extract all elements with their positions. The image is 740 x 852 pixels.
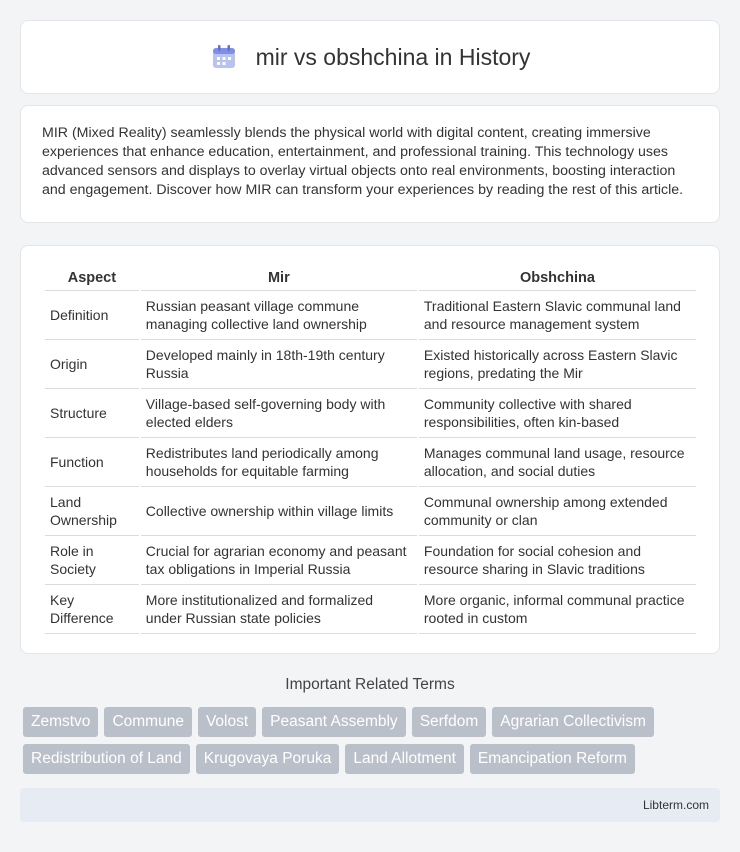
aspect-cell: Structure xyxy=(45,389,139,438)
tag-emancipation-reform[interactable]: Emancipation Reform xyxy=(470,744,635,774)
tag-serfdom[interactable]: Serfdom xyxy=(412,707,487,737)
table-row xyxy=(45,389,696,438)
header-mir: Mir xyxy=(141,265,417,291)
related-terms-tags xyxy=(23,707,723,781)
mir-cell: Crucial for agrarian economy and peasant tax obligations in Imperial Russia xyxy=(141,536,417,585)
mir-cell: Developed mainly in 18th-19th century Russia xyxy=(141,340,417,389)
intro-card xyxy=(20,105,720,223)
aspect-cell: Role in Society xyxy=(45,536,139,585)
obshchina-cell: Community collective with shared responsibilities, often kin-based xyxy=(419,389,696,438)
mir-cell: More institutionalized and formalized under Russian state policies xyxy=(141,585,417,634)
obshchina-cell: Existed historically across Eastern Slavic regions, predating the Mir xyxy=(419,340,696,389)
footer xyxy=(20,788,720,822)
obshchina-cell: More organic, informal communal practice rooted in custom xyxy=(419,585,696,634)
obshchina-cell: Communal ownership among extended community or clan xyxy=(419,487,696,536)
aspect-cell: Definition xyxy=(45,291,139,340)
tag-row-2 xyxy=(23,744,723,774)
table-row xyxy=(45,536,696,585)
aspect-cell: Land Ownership xyxy=(45,487,139,536)
header-aspect: Aspect xyxy=(45,265,139,291)
mir-cell: Collective ownership within village limits xyxy=(141,487,417,536)
tag-redistribution-of-land[interactable]: Redistribution of Land xyxy=(23,744,190,774)
table-row xyxy=(45,487,696,536)
table-row xyxy=(45,438,696,487)
tag-land-allotment[interactable]: Land Allotment xyxy=(345,744,464,774)
table-header-row xyxy=(45,265,696,291)
mir-cell: Russian peasant village commune managing collective land ownership xyxy=(141,291,417,340)
header-obshchina: Obshchina xyxy=(419,265,696,291)
obshchina-cell: Manages communal land usage, resource allocation, and social duties xyxy=(419,438,696,487)
tag-krugovaya-poruka[interactable]: Krugovaya Poruka xyxy=(196,744,340,774)
aspect-cell: Origin xyxy=(45,340,139,389)
calendar-icon xyxy=(210,43,238,71)
tag-row-1 xyxy=(23,707,723,737)
obshchina-cell: Traditional Eastern Slavic communal land and resource management system xyxy=(419,291,696,340)
table-row xyxy=(45,585,696,634)
related-terms-heading: Important Related Terms xyxy=(285,676,455,693)
aspect-cell: Function xyxy=(45,438,139,487)
tag-volost[interactable]: Volost xyxy=(198,707,256,737)
obshchina-cell: Foundation for social cohesion and resource sharing in Slavic traditions xyxy=(419,536,696,585)
table-row xyxy=(45,340,696,389)
intro-text: MIR (Mixed Reality) seamlessly blends the physical world with digital content, creating immersive experiences that enhance education, entertainment, and professional training. This technology uses advanced sensors and displays to overlay virtual objects onto real environments, boosting interaction and engagement. Discover how MIR can transform your experiences by reading the rest of this article. xyxy=(42,125,684,198)
title-card xyxy=(20,20,720,94)
table-row xyxy=(45,291,696,340)
tag-agrarian-collectivism[interactable]: Agrarian Collectivism xyxy=(492,707,654,737)
tag-peasant-assembly[interactable]: Peasant Assembly xyxy=(262,707,406,737)
comparison-card xyxy=(20,245,720,654)
page-title: mir vs obshchina in History xyxy=(255,43,531,70)
mir-cell: Redistributes land periodically among households for equitable farming xyxy=(141,438,417,487)
footer-brand-link[interactable]: Libterm.com xyxy=(642,798,709,812)
mir-cell: Village-based self-governing body with elected elders xyxy=(141,389,417,438)
tag-commune[interactable]: Commune xyxy=(104,707,192,737)
aspect-cell: Key Difference xyxy=(45,585,139,634)
comparison-table xyxy=(43,265,698,634)
tag-zemstvo[interactable]: Zemstvo xyxy=(23,707,98,737)
